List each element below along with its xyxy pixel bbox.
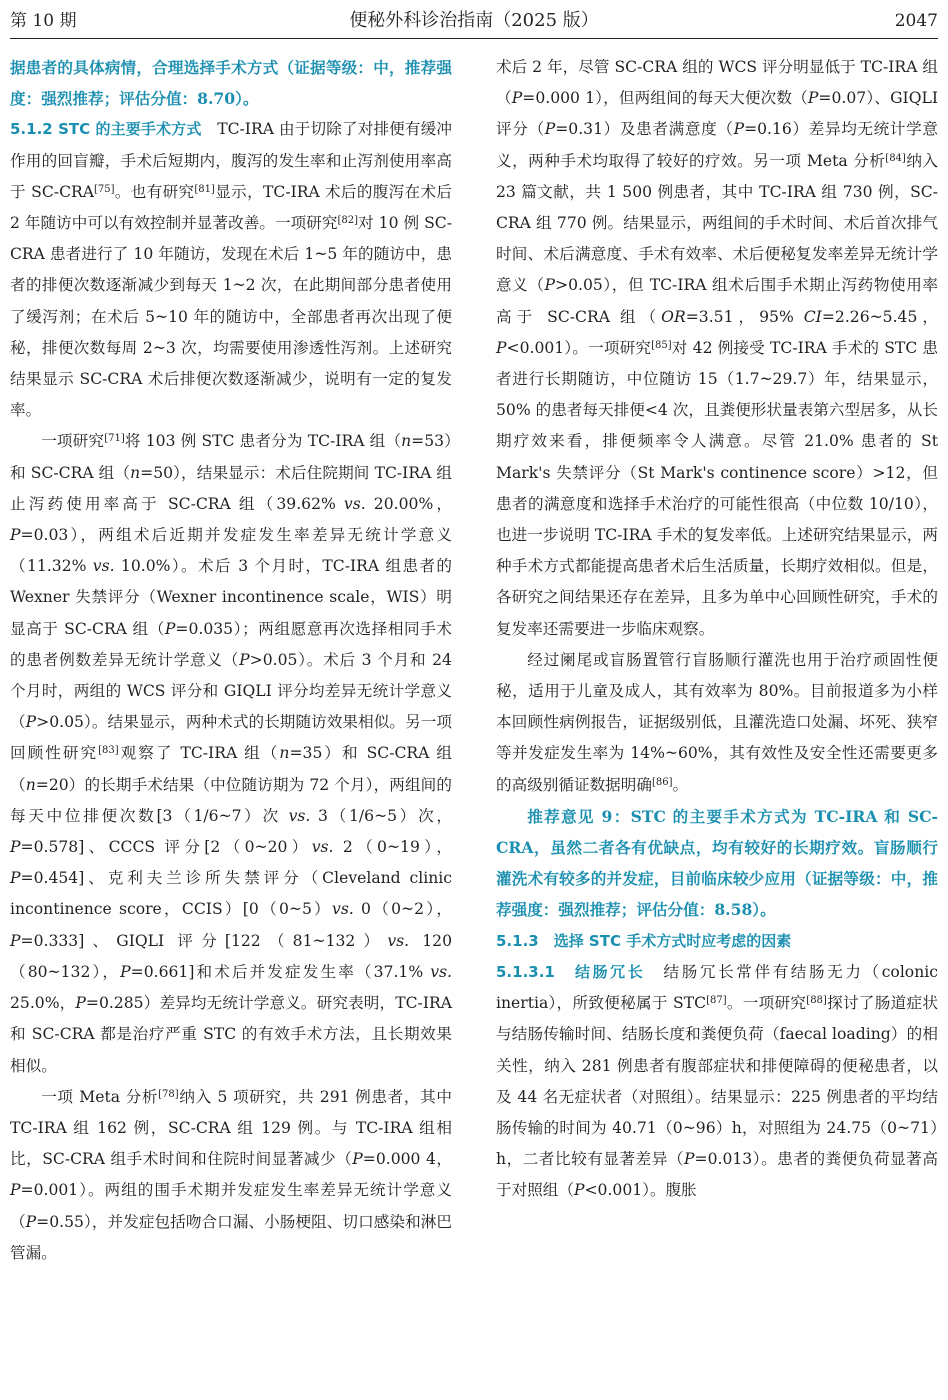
citation: [81] xyxy=(194,183,215,195)
citation: [88] xyxy=(806,995,827,1007)
paragraph-meta-84: 术后 2 年，尽管 SC-CRA 组的 WCS 评分明显低于 TC-IRA 组（P=0.000 1），但两组间的每天大便次数（P=0.07）、GIQLI 评分（P=0.31）及患者满意度（P=0.16）差异均无统计学意义，两种手术均取得了较好的疗效。另一项 Meta 分析[84]纳入 23 篇文献，共 1 500 例患者，其中 TC-IRA 组 730 例，SC-CRA 组 770 例。结果显示，两组间的手术时间、术后首次排气时间、术后满意度、手术有效率、术后便秘复发率差异无统计学意义（P>0.05），但 TC-IRA 组术后围手术期止泻药物使用率高于 SC-CRA 组（OR=3.51，95% CI=2.26~5.45，P<0.001）。一项研究[85]对 42 例接受 TC-IRA 手术的 STC 患者进行长期随访，中位随访 15（1.7~29.7）年，结果显示，50% 的患者每天排便<4 次，且粪便形状量表第六型居多，从长期疗效来看，排便频率令人满意。尽管 21.0% 患者的 St Mark's 失禁评分（St Mark's continence score）>12，但患者的满意度和选择手术治疗的可能性很高（中位数 10/10），也进一步说明 TC-IRA 手术的复发率低。上述研究结果显示，两种手术方式都能提高患者术后生活质量，长期疗效相似。但是，各研究之间结果还存在差异，且多为单中心回顾性研究，手术的复发率还需要进一步临床观察。 xyxy=(496,58,939,638)
right-column xyxy=(496,52,938,1207)
page-number: 2047 xyxy=(894,11,938,31)
citation: [85] xyxy=(651,339,672,351)
section-5-1-2: 5.1.2 STC 的主要手术方式 TC-IRA 由于切除了对排便有缓冲作用的回盲瓣，手术后短期内，腹泻的发生率和止泻剂使用率高于 SC-CRA[75]。也有研究[81]显示，TC-IRA 术后的腹泻在术后 2 年随访中可以有效控制并显著改善。一项研究[82]对 10 例 SC-CRA 患者进行了 10 年随访，发现在术后 1~5 年的随访中，患者的排便次数逐渐减少到每天 1~2 次，在此期间部分患者使用了缓泻剂；在术后 5~10 年的随访中，全部患者再次出现了便秘，排便次数每周 2~3 次，均需要使用渗透性泻剂。上述研究结果显示 SC-CRA 术后排便次数逐渐减少，说明有一定的复发率。 xyxy=(10,120,452,420)
section-heading: 5.1.2 STC 的主要手术方式 xyxy=(10,120,202,139)
section-5-1-3-1: 5.1.3.1 结肠冗长 结肠冗长常伴有结肠无力（colonic inertia），所致便秘属于 STC[87]。一项研究[88]探讨了肠道症状与结肠传输时间、结肠长度和粪便负荷（faecal loading）的相关性，纳入 281 例患者有腹部症状和排便障碍的便秘患者，以及 44 名无症状者（对照组）。结果显示：225 例患者的平均结肠传输的时间为 40.71（0~96）h，对照组为 24.75（0~71）h，二者比较有显著差异（P=0.013）。患者的粪便负荷显著高于对照组（P<0.001）。腹胀 xyxy=(496,962,938,1200)
recommendation-8-tail: 据患者的具体病情，合理选择手术方式（证据等级：中，推荐强度：强烈推荐；评估分值：8.70）。 xyxy=(10,58,452,109)
running-title: 便秘外科诊治指南（2025 版） xyxy=(349,10,599,31)
citation: [87] xyxy=(706,995,727,1007)
citation: [86] xyxy=(651,776,673,788)
issue-number: 第 10 期 xyxy=(10,11,77,31)
citation: [78] xyxy=(158,1088,179,1100)
paragraph-meta-78: 一项 Meta 分析[78]纳入 5 项研究，共 291 例患者，其中 TC-IRA 组 162 例，SC-CRA 组 129 例。与 TC-IRA 组相比，SC-CRA 组手术时间和住院时间显著减少（P=0.000 4，P=0.001）。两组的围手术期并发症发生率差异无统计学意义（P=0.55），并发症包括吻合口漏、小肠梗阻、切口感染和淋巴管漏。 xyxy=(10,1087,452,1262)
citation: [75] xyxy=(94,183,115,195)
paragraph-study-71: 一项研究[71]将 103 例 STC 患者分为 TC-IRA 组（n=53）和 SC-CRA 组（n=50），结果显示：术后住院期间 TC-IRA 组止泻药使用率高于 SC-CRA 组（39.62% vs. 20.00%，P=0.03），两组术后近期并发症发生率差异无统计学意义（11.32% vs. 10.0%）。术后 3 个月时，TC-IRA 组患者的 Wexner 失禁评分（Wexner incontinence scale，WIS）明显高于 SC-CRA 组（P=0.035）；两组愿意再次选择相同手术的患者例数差异无统计学意义（P>0.05）。术后 3 个月和 24 个月时，两组的 WCS 评分和 GIQLI 评分均差异无统计学意义（P>0.05）。结果显示，两种术式的长期随访效果相似。另一项回顾性研究[83]观察了 TC-IRA 组（n=35）和 SC-CRA 组（n=20）的长期手术结果（中位随访期为 72 个月），两组间的每天中位排便次数[3（1/6~7）次 vs. 3（1/6~5）次，P=0.578]、CCCS 评分[2（0~20）vs. 2（0~19），P=0.454]、克利夫兰诊所失禁评分（Cleveland clinic incontinence score，CCIS）[0（0~5）vs. 0（0~2），P=0.333]、GIQLI 评分[122（81~132）vs. 120（80~132），P=0.661]和术后并发症发生率（37.1% vs. 25.0%，P=0.285）差异均无统计学意义。研究表明，TC-IRA 和 SC-CRA 都是治疗严重 STC 的有效手术方法，且长期效果相似。 xyxy=(10,432,453,1075)
paragraph-cecal-irrigation: 经过阑尾或盲肠置管行盲肠顺行灌洗也用于治疗顽固性便秘，适用于儿童及成人，其有效率为 80%。目前报道多为小样本回顾性病例报告，证据级别低，且灌洗造口处漏、坏死、狭窄等并发症发生率为 14%~60%，其有效性及安全性还需要更多的高级别循证数据明确[86]。 xyxy=(496,650,938,794)
section-5-1-3-heading: 5.1.3 选择 STC 手术方式时应考虑的因素 xyxy=(496,931,792,950)
citation: [82] xyxy=(337,215,358,227)
recommendation-9: 推荐意见 9：STC 的主要手术方式为 TC-IRA 和 SC-CRA，虽然二者各有优缺点，均有较好的长期疗效。盲肠顺行灌洗术有较多的并发症，目前临床较少应用（证据等级：中，推荐强度：强烈推荐；评估分值：8.58）。 xyxy=(496,806,938,920)
header-rule xyxy=(10,38,938,39)
citation: [83] xyxy=(98,745,119,757)
citation: [71] xyxy=(104,433,125,445)
subsection-heading: 5.1.3.1 结肠冗长 xyxy=(496,962,646,981)
citation: [84] xyxy=(885,152,906,164)
page-header xyxy=(10,4,938,38)
left-column xyxy=(10,52,452,1269)
